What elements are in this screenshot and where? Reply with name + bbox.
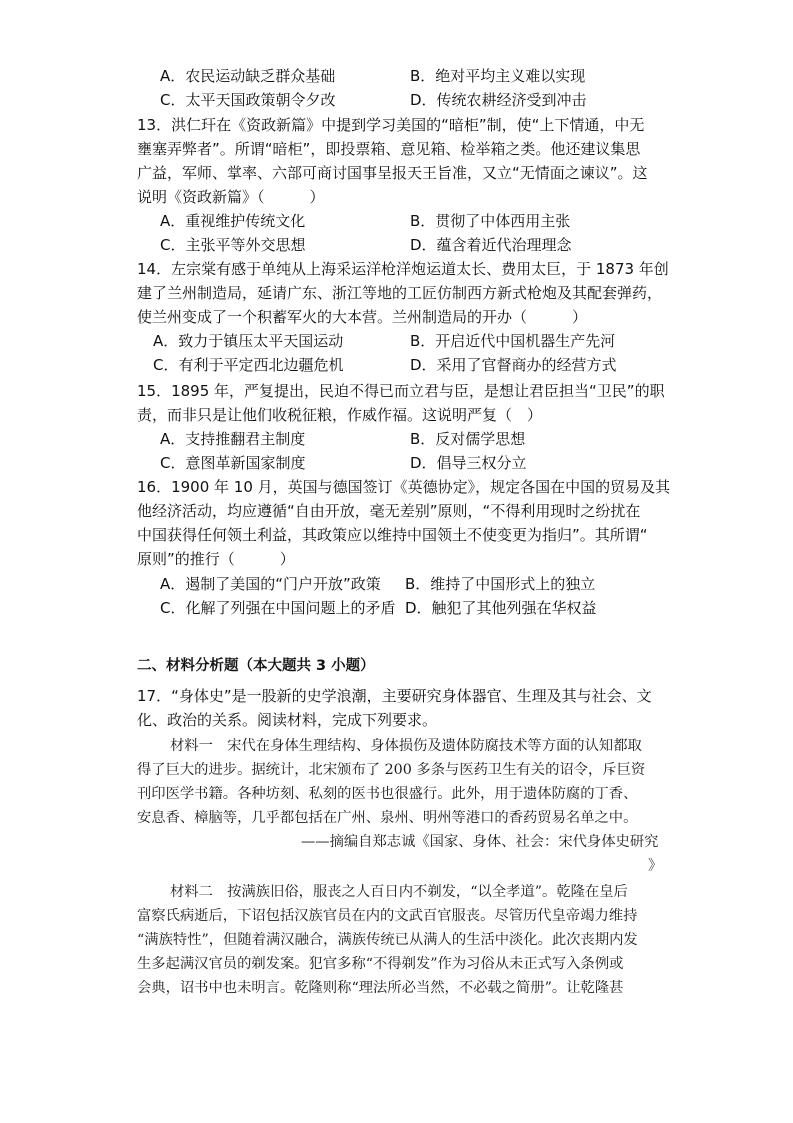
q15-option-a: A．支持推翻君主制度	[160, 430, 306, 448]
q15-stem-line: 15．1895 年，严复提出，民迫不得已而立君与臣，是想让君臣担当“卫民”的职	[137, 382, 665, 400]
q15-stem-line: 责，而非只是让他们收税征粮，作威作福。这说明严复（ ）	[137, 406, 543, 424]
material-one-line: 得了巨大的进步。据统计，北宋颁布了 200 多条与医药卫生有关的诏令，斥巨资	[137, 762, 646, 778]
q13-option-a: A．重视维护传统文化	[160, 212, 306, 230]
material-one-line: 刊印医学书籍。各种坊刻、私刻的医书也很盛行。此外，用于遗体防腐的丁香、	[137, 786, 638, 802]
q12-option-a: A．农民运动缺乏群众基础	[160, 67, 336, 85]
material-two-line: 材料二 按满族旧俗，服丧之人百日内不剃发，“以全孝道”。乾隆在皇后	[170, 884, 628, 900]
material-one-line: 安息香、樟脑等，几乎都包括在广州、泉州、明州等港口的香药贸易名单之中。	[137, 810, 638, 826]
q13-stem-line: 13．洪仁玕在《资政新篇》中提到学习美国的“暗柜”制，使“上下情通，中无	[137, 116, 645, 134]
q12-option-b: B．绝对平均主义难以实现	[410, 67, 586, 85]
section-heading: 二、材料分析题（本大题共 3 小题）	[137, 658, 375, 674]
q16-option-b: B．维持了中国形式上的独立	[405, 575, 596, 593]
material-one-line: 材料一 宋代在身体生理结构、身体损伤及遗体防腐技术等方面的认知都取	[170, 738, 642, 754]
q14-option-d: D．采用了官督商办的经营方式	[410, 356, 617, 374]
q16-stem-line: 他经济活动，均应遵循“自由开放，毫无差别”原则，“不得利用现时之纷扰在	[137, 502, 641, 520]
material-one-source-end: 》	[648, 858, 663, 874]
material-two-line: “满族特性”，但随着满汉融合，满族传统已从满人的生活中淡化。此次丧期内发	[137, 932, 638, 948]
q15-option-c: C．意图革新国家制度	[160, 454, 306, 472]
q15-option-d: D．倡导三权分立	[410, 454, 527, 472]
material-two-line: 富察氏病逝后，下诏包括汉族官员在内的文武百官服丧。尽管历代皇帝竭力维持	[137, 908, 638, 924]
q12-option-d: D．传统农耕经济受到冲击	[410, 91, 587, 109]
material-two-line: 生多起满汉官员的剃发案。犯官多称“不得剃发”作为习俗从未正式写入条例或	[137, 956, 624, 972]
material-two-line: 会典，诏书中也未明言。乾隆则称“理法所必当然，不必载之简册”。让乾隆甚	[137, 980, 624, 996]
q14-stem-line: 使兰州变成了一个积蓄军火的大本营。兰州制造局的开办（ ）	[137, 308, 588, 326]
q13-option-d: D．蕴含着近代治理理念	[410, 236, 572, 254]
q15-option-b: B．反对儒学思想	[410, 430, 526, 448]
q17-stem-line: 化、政治的关系。阅读材料，完成下列要求。	[137, 711, 438, 729]
q13-stem-line: 说明《资政新篇》（ ）	[137, 188, 325, 206]
q17-stem-line: 17．“身体史”是一股新的史学浪潮，主要研究身体器官、生理及其与社会、文	[137, 687, 652, 705]
q13-stem-line: 广益，军师、掌率、六部可商讨国事呈报天王旨准，又立“无情面之谏议”。这	[137, 164, 648, 182]
q16-option-c: C．化解了列强在中国问题上的矛盾	[160, 599, 396, 617]
q14-stem-line: 14．左宗棠有感于单纯从上海采运洋枪洋炮运道太长、费用太巨，于 1873 年创	[137, 260, 669, 278]
q14-option-c: C．有利于平定西北边疆危机	[153, 356, 344, 374]
q16-stem-line: 16．1900 年 10 月，英国与德国签订《英德协定》，规定各国在中国的贸易及其	[137, 478, 671, 496]
q16-stem-line: 中国获得任何领土利益，其政策应以维持中国领土不使变更为指归”。其所谓“	[137, 526, 648, 544]
q16-option-d: D．触犯了其他列强在华权益	[405, 599, 597, 617]
q14-option-b: B．开启近代中国机器生产先河	[410, 332, 616, 350]
q16-stem-line: 原则”的推行（ ）	[137, 550, 295, 568]
q13-stem-line: 壅塞弄弊者”。所谓“暗柜”，即投票箱、意见箱、检举箱之类。他还建议集思	[137, 140, 641, 158]
q13-option-b: B．贯彻了中体西用主张	[410, 212, 571, 230]
material-one-source: ——摘编自郑志诚《国家、身体、社会：宋代身体史研究	[301, 834, 659, 850]
q16-option-a: A．遏制了美国的“门户开放”政策	[160, 575, 381, 593]
q14-stem-line: 建了兰州制造局，延请广东、浙江等地的工匠仿制西方新式枪炮及其配套弹药，	[137, 284, 663, 302]
q12-option-c: C．太平天国政策朝令夕改	[160, 91, 336, 109]
q13-option-c: C．主张平等外交思想	[160, 236, 306, 254]
q14-option-a: A．致力于镇压太平天国运动	[153, 332, 344, 350]
